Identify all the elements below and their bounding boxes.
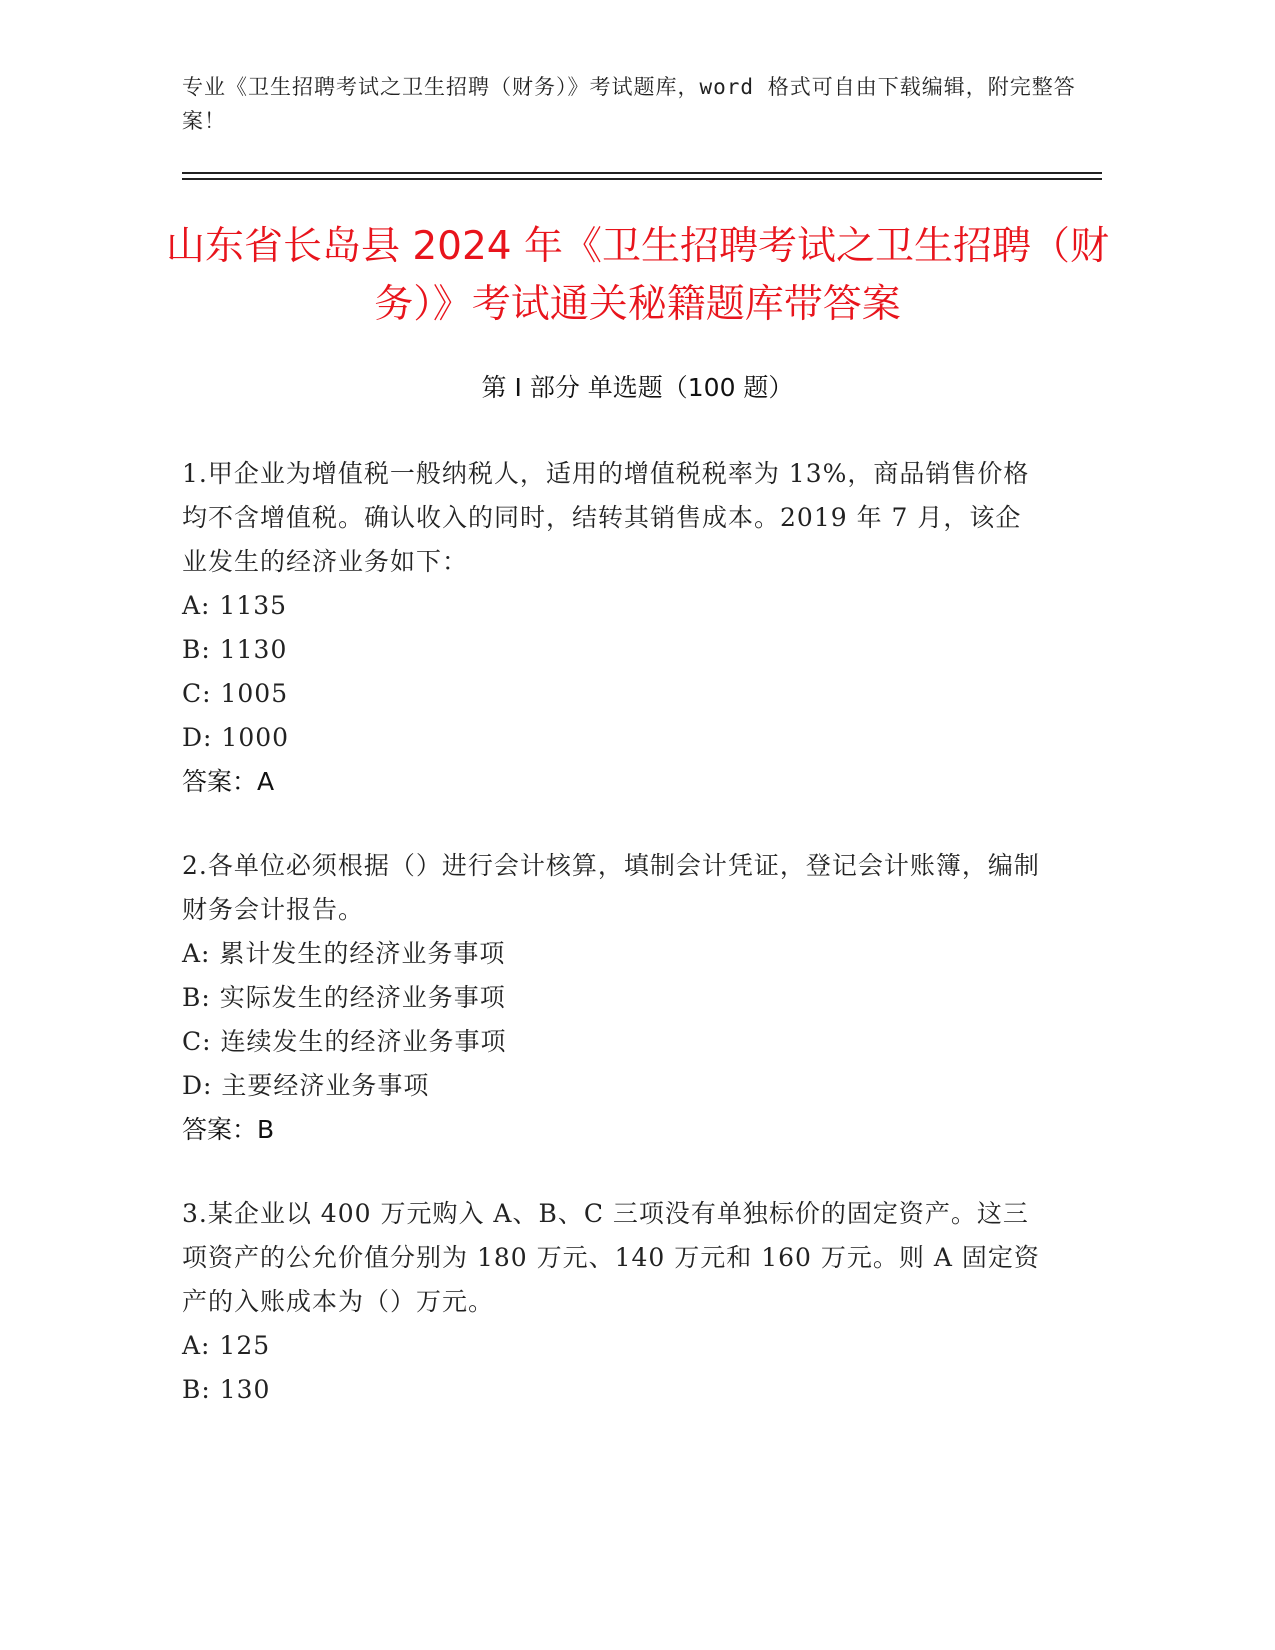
option-a: A: 125 [182,1331,271,1360]
question-3 [182,1192,1042,1412]
option-a: A: 1135 [182,591,288,620]
header-divider-bottom [182,178,1102,180]
question-stem: 3.某企业以 400 万元购入 A、B、C 三项没有单独标价的固定资产。这三项资产的公允价值分别为 180 万元、140 万元和 160 万元。则 A 固定资产的入账成本为（）万元。 [182,1199,1040,1316]
section-heading: 第 I 部分 单选题（100 题） [481,373,794,402]
answer: 答案：B [182,1115,275,1144]
question-1 [182,452,1042,804]
option-b: B: 1130 [182,635,288,664]
option-d: D: 主要经济业务事项 [182,1071,430,1100]
option-a: A: 累计发生的经济业务事项 [182,939,506,968]
answer: 答案：A [182,767,275,796]
option-c: C: 连续发生的经济业务事项 [182,1027,507,1056]
document-title: 山东省长岛县 2024 年《卫生招聘考试之卫生招聘（财务）》考试通关秘籍题库带答案 [165,224,1110,327]
question-stem: 2.各单位必须根据（）进行会计核算，填制会计凭证，登记会计账簿，编制财务会计报告。 [182,851,1040,924]
option-d: D: 1000 [182,723,290,752]
header-divider-top [182,172,1102,174]
option-b: B: 130 [182,1375,271,1404]
question-stem: 1.甲企业为增值税一般纳税人，适用的增值税税率为 13%，商品销售价格均不含增值税。确认收入的同时，结转其销售成本。2019 年 7 月，该企业发生的经济业务如下： [182,459,1030,576]
option-c: C: 1005 [182,679,289,708]
option-b: B: 实际发生的经济业务事项 [182,983,506,1012]
header-note: 专业《卫生招聘考试之卫生招聘（财务）》考试题库，word 格式可自由下载编辑，附完整答案！ [182,75,1076,133]
question-2 [182,844,1042,1152]
